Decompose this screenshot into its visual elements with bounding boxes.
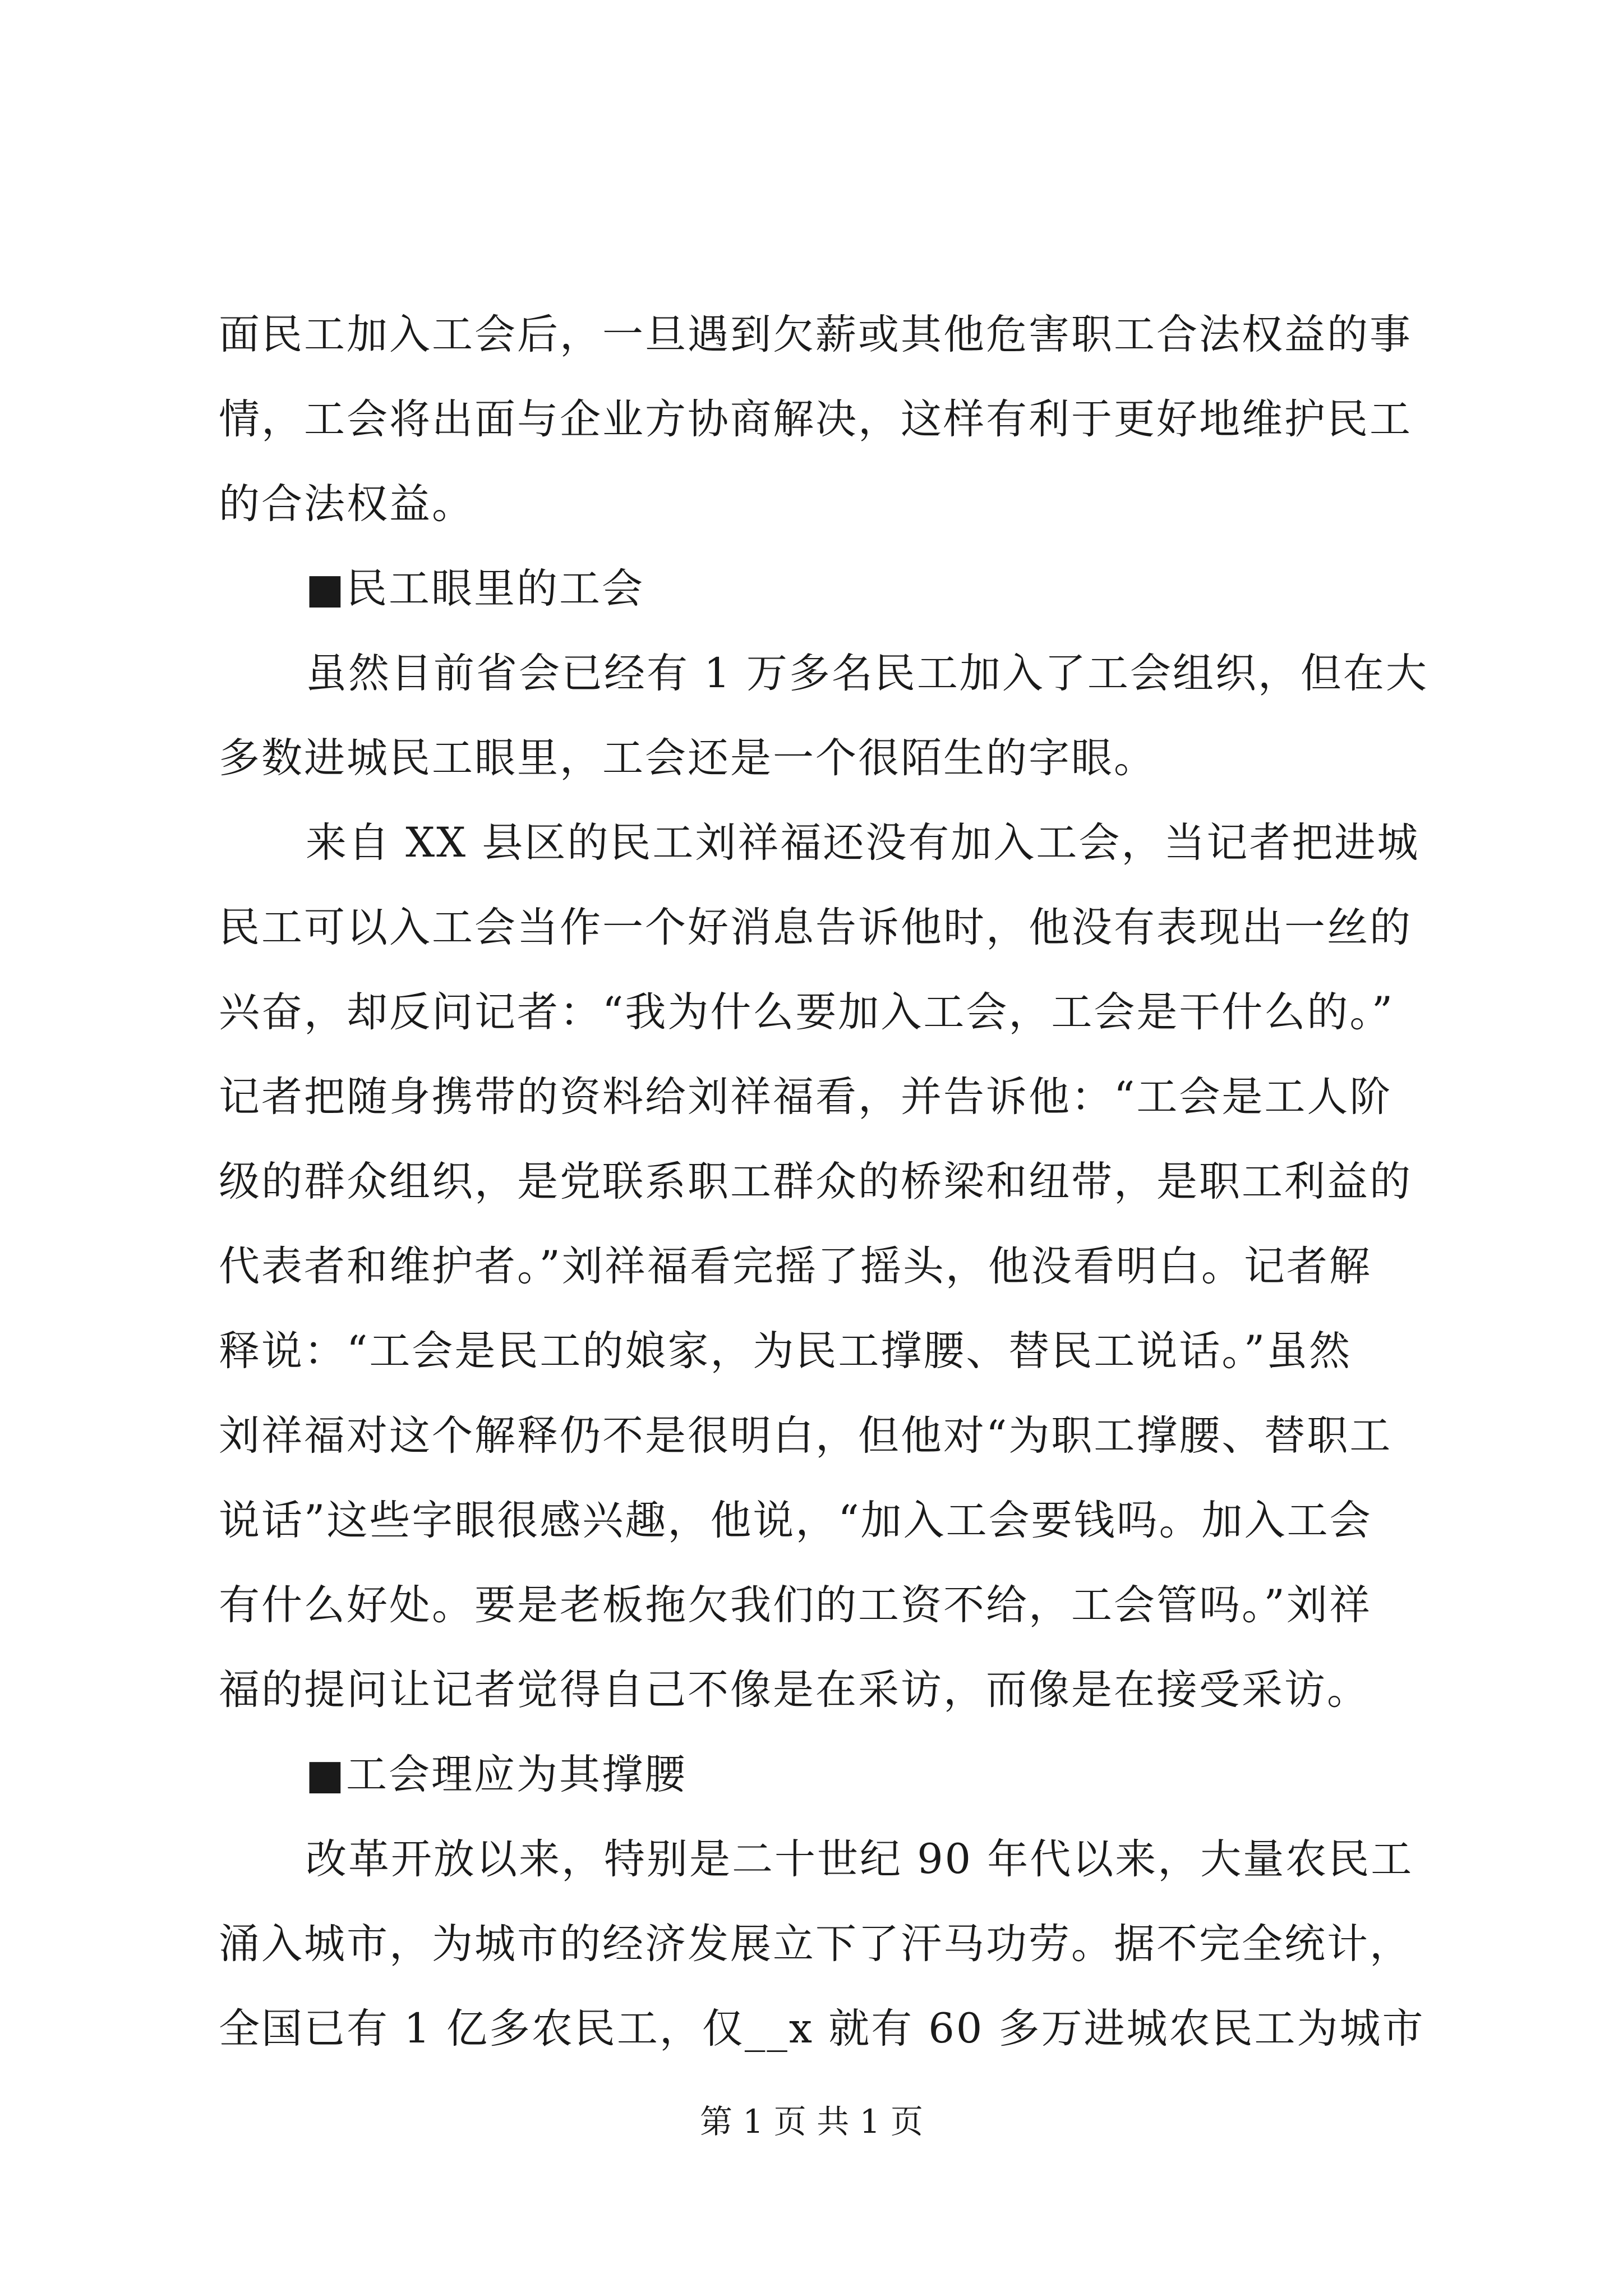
body-text-line: 代表者和维护者。”刘祥福看完摇了摇头，他没看明白。记者解 <box>219 1243 1372 1290</box>
section-heading: ■工会理应为其撑腰 <box>306 1751 687 1798</box>
body-text-line: 释说：“工会是民工的娘家，为民工撑腰、替民工说话。”虽然 <box>219 1327 1352 1375</box>
body-text-line: 面民工加入工会后，一旦遇到欠薪或其他危害职工合法权益的事 <box>219 311 1412 358</box>
body-text-line: 兴奋，却反问记者：“我为什么要加入工会，工会是干什么的。” <box>219 988 1395 1036</box>
body-text-line: 情，工会将出面与企业方协商解决，这样有利于更好地维护民工 <box>219 395 1412 443</box>
body-text-line: 级的群众组织，是党联系职工群众的桥梁和纽带，是职工利益的 <box>219 1158 1412 1205</box>
body-text-line: 涌入城市，为城市的经济发展立下了汗马功劳。据不完全统计， <box>219 1920 1412 1968</box>
body-text-line: 的合法权益。 <box>219 480 474 528</box>
body-text-line: 民工可以入工会当作一个好消息告诉他时，他没有表现出一丝的 <box>219 904 1412 951</box>
body-text-line: 全国已有 1 亿多农民工，仅__x 就有 60 多万进城农民工为城市 <box>219 2005 1425 2053</box>
body-text-line: 刘祥福对这个解释仍不是很明白，但他对“为职工撑腰、替职工 <box>219 1412 1393 1460</box>
body-text-line: 多数进城民工眼里，工会还是一个很陌生的字眼。 <box>219 734 1156 782</box>
body-text-line: 有什么好处。要是老板拖欠我们的工资不给，工会管吗。”刘祥 <box>219 1581 1372 1629</box>
body-text-line: 说话”这些字眼很感兴趣，他说，“加入工会要钱吗。加入工会 <box>219 1497 1372 1544</box>
body-text-line: 福的提问让记者觉得自己不像是在采访，而像是在接受采访。 <box>219 1666 1370 1714</box>
section-heading: ■民工眼里的工会 <box>306 565 644 613</box>
body-text-line: 记者把随身携带的资料给刘祥福看，并告诉他：“工会是工人阶 <box>219 1073 1393 1121</box>
body-text-line: 来自 XX 县区的民工刘祥福还没有加入工会，当记者把进城 <box>306 819 1420 867</box>
page-footer: 第 1 页 共 1 页 <box>700 2102 923 2141</box>
body-text-line: 改革开放以来，特别是二十世纪 90 年代以来，大量农民工 <box>306 1835 1414 1883</box>
body-text-line: 虽然目前省会已经有 1 万多名民工加入了工会组织，但在大 <box>306 650 1428 697</box>
